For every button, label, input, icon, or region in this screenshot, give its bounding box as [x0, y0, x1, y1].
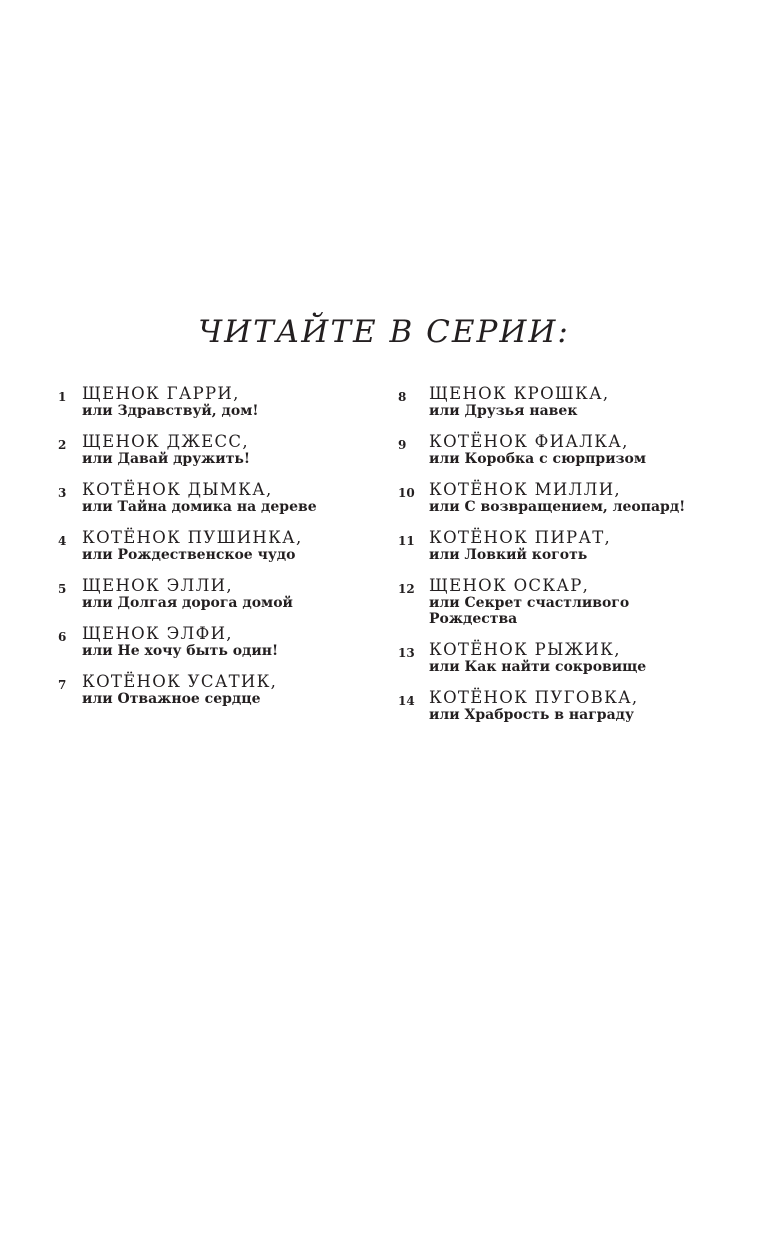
- book-number: 5: [58, 582, 67, 596]
- book-title: КОТЁНОК ФИАЛКА,: [429, 432, 629, 451]
- book-subtitle: или Давай дружить!: [82, 451, 251, 467]
- book-title: ЩЕНОК ОСКАР,: [429, 576, 590, 595]
- book-subtitle: или Храбрость в награду: [429, 707, 634, 723]
- book-number: 8: [398, 390, 407, 404]
- book-subtitle: или Рождественское чудо: [82, 547, 296, 563]
- book-entry: [58, 481, 378, 515]
- book-entry: [398, 641, 728, 675]
- book-title: КОТЁНОК ДЫМКА,: [82, 480, 273, 499]
- book-number: 12: [398, 582, 415, 596]
- book-subtitle: или Как найти сокровище: [429, 659, 647, 675]
- book-number: 4: [58, 534, 67, 548]
- book-subtitle: или Друзья навек: [429, 403, 578, 419]
- book-subtitle: или Долгая дорога домой: [82, 595, 293, 611]
- book-number: 14: [398, 694, 415, 708]
- book-entry: [58, 577, 378, 611]
- book-subtitle: или Ловкий коготь: [429, 547, 588, 563]
- book-title: ЩЕНОК КРОШКА,: [429, 384, 610, 403]
- book-entry: [58, 433, 378, 467]
- book-subtitle: или Коробка с сюрпризом: [429, 451, 647, 467]
- book-title: КОТЁНОК РЫЖИК,: [429, 640, 621, 659]
- page-title: ЧИТАЙТЕ В СЕРИИ:: [198, 314, 570, 350]
- book-subtitle: или С возвращением, леопард!: [429, 499, 686, 515]
- book-number: 10: [398, 486, 415, 500]
- book-title: ЩЕНОК ЭЛФИ,: [82, 624, 233, 643]
- book-subtitle: или Здравствуй, дом!: [82, 403, 259, 419]
- book-entry: [398, 577, 728, 627]
- book-entry: [398, 385, 728, 419]
- book-subtitle: или Отважное сердце: [82, 691, 261, 707]
- book-entry: [398, 689, 728, 723]
- book-title: КОТЁНОК ПУГОВКА,: [429, 688, 639, 707]
- book-title: ЩЕНОК ЭЛЛИ,: [82, 576, 233, 595]
- book-number: 6: [58, 630, 67, 644]
- book-entry: [398, 433, 728, 467]
- book-title: КОТЁНОК ПИРАТ,: [429, 528, 612, 547]
- book-number: 13: [398, 646, 415, 660]
- book-number: 3: [58, 486, 67, 500]
- book-number: 2: [58, 438, 67, 452]
- book-list-right: [398, 385, 728, 737]
- book-list-left: [58, 385, 378, 721]
- book-entry: [58, 529, 378, 563]
- book-subtitle: или Секрет счастливого Рождества: [429, 595, 630, 627]
- book-number: 1: [58, 390, 67, 404]
- book-title: КОТЁНОК МИЛЛИ,: [429, 480, 621, 499]
- book-entry: [58, 625, 378, 659]
- book-entry: [58, 385, 378, 419]
- book-number: 7: [58, 678, 67, 692]
- book-title: КОТЁНОК УСАТИК,: [82, 672, 278, 691]
- book-subtitle: или Не хочу быть один!: [82, 643, 279, 659]
- book-entry: [58, 673, 378, 707]
- book-entry: [398, 529, 728, 563]
- book-title: КОТЁНОК ПУШИНКА,: [82, 528, 303, 547]
- book-title: ЩЕНОК ДЖЕСС,: [82, 432, 249, 451]
- book-subtitle: или Тайна домика на дереве: [82, 499, 317, 515]
- book-entry: [398, 481, 728, 515]
- book-title: ЩЕНОК ГАРРИ,: [82, 384, 240, 403]
- book-number: 9: [398, 438, 407, 452]
- book-number: 11: [398, 534, 415, 548]
